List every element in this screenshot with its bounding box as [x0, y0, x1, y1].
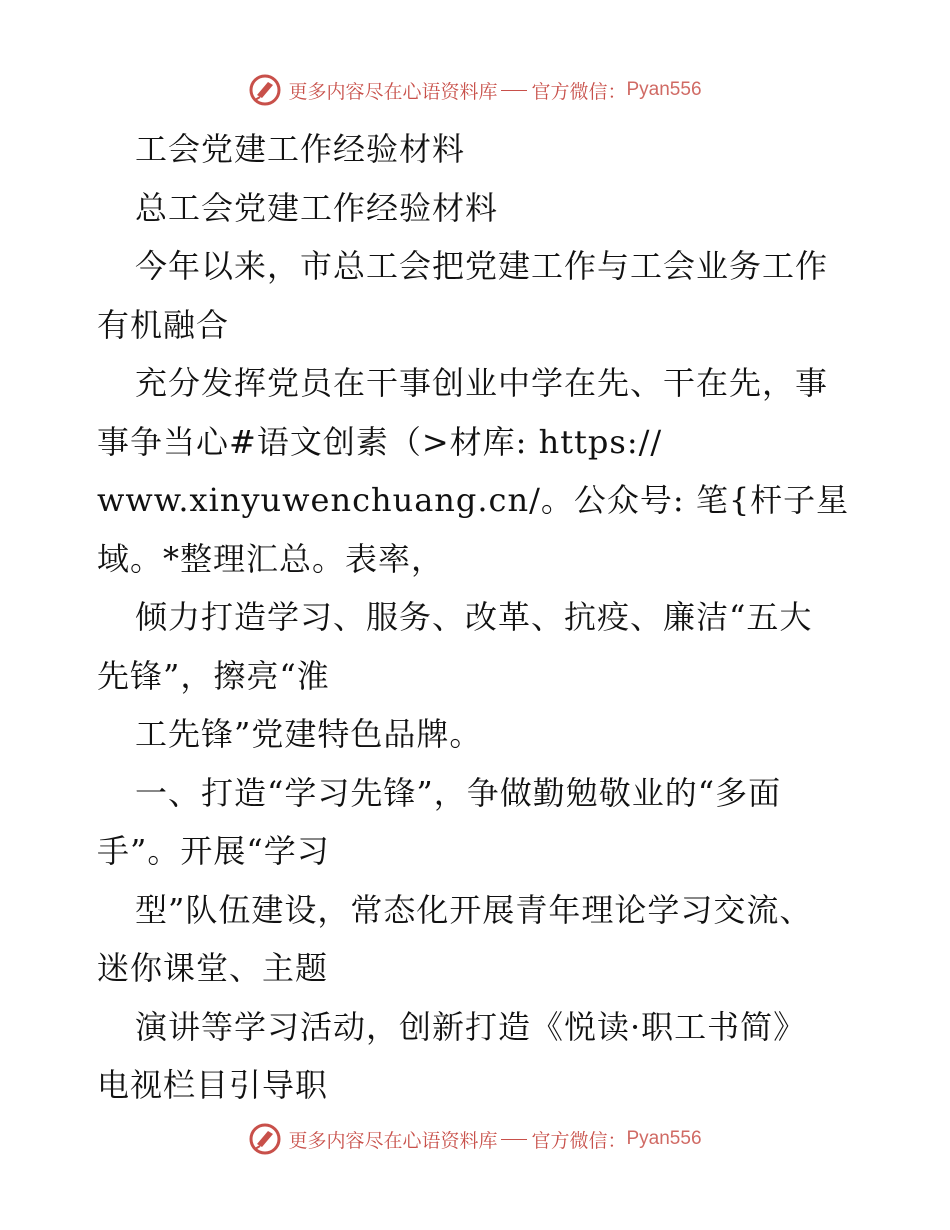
doc-line-17: 电视栏目引导职 — [97, 1066, 329, 1104]
doc-line-11: 工先锋”党建特色品牌。 — [135, 715, 483, 753]
watermark-wechat-label: 官方微信： — [531, 1129, 627, 1152]
doc-line-4: 有机融合 — [97, 305, 230, 344]
watermark-banner-bottom — [0, 1119, 950, 1159]
watermark-handle: Pyan556 — [626, 1128, 702, 1149]
doc-line-8: 域。*整理汇总。表率， — [97, 539, 445, 578]
doc-line-15: 迷你课堂、主题 — [97, 949, 329, 987]
watermark-text: 更多内容尽在心语资料库 — [288, 80, 498, 103]
watermark-text: 更多内容尽在心语资料库 — [288, 1129, 498, 1152]
brand-logo-icon — [248, 1122, 282, 1156]
watermark-wechat-label: 官方微信： — [531, 80, 627, 103]
watermark-separator — [501, 1139, 527, 1140]
doc-line-3: 今年以来，市总工会把党建工作与工会业务工作 — [135, 247, 829, 285]
doc-line-9: 倾力打造学习、服务、改革、抗疫、廉洁“五大 — [135, 598, 813, 636]
doc-line-10: 先锋”，擦亮“淮 — [97, 656, 330, 695]
watermark-separator — [501, 90, 527, 91]
doc-line-14: 型”队伍建设，常态化开展青年理论学习交流、 — [135, 890, 813, 929]
doc-line-1: 工会党建工作经验材料 — [135, 130, 466, 168]
doc-line-7: www.xinyuwenchuang.cn/。公众号: 笔{杆子星 — [97, 481, 850, 519]
watermark-banner-top — [0, 70, 950, 110]
doc-line-13: 手”。开展“学习 — [97, 832, 330, 870]
watermark-handle: Pyan556 — [626, 79, 702, 100]
doc-line-12: 一、打造“学习先锋”，争做勤勉敬业的“多面 — [135, 773, 782, 812]
doc-line-2: 总工会党建工作经验材料 — [135, 188, 499, 227]
doc-line-5: 充分发挥党员在干事创业中学在先、干在先，事 — [135, 364, 829, 402]
brand-logo-icon — [248, 73, 282, 107]
document-body — [97, 120, 857, 1115]
doc-line-6: 事争当心#语文创素（>材库: https:// — [97, 422, 663, 461]
doc-line-16: 演讲等学习活动，创新打造《悦读·职工书简》 — [135, 1007, 807, 1046]
